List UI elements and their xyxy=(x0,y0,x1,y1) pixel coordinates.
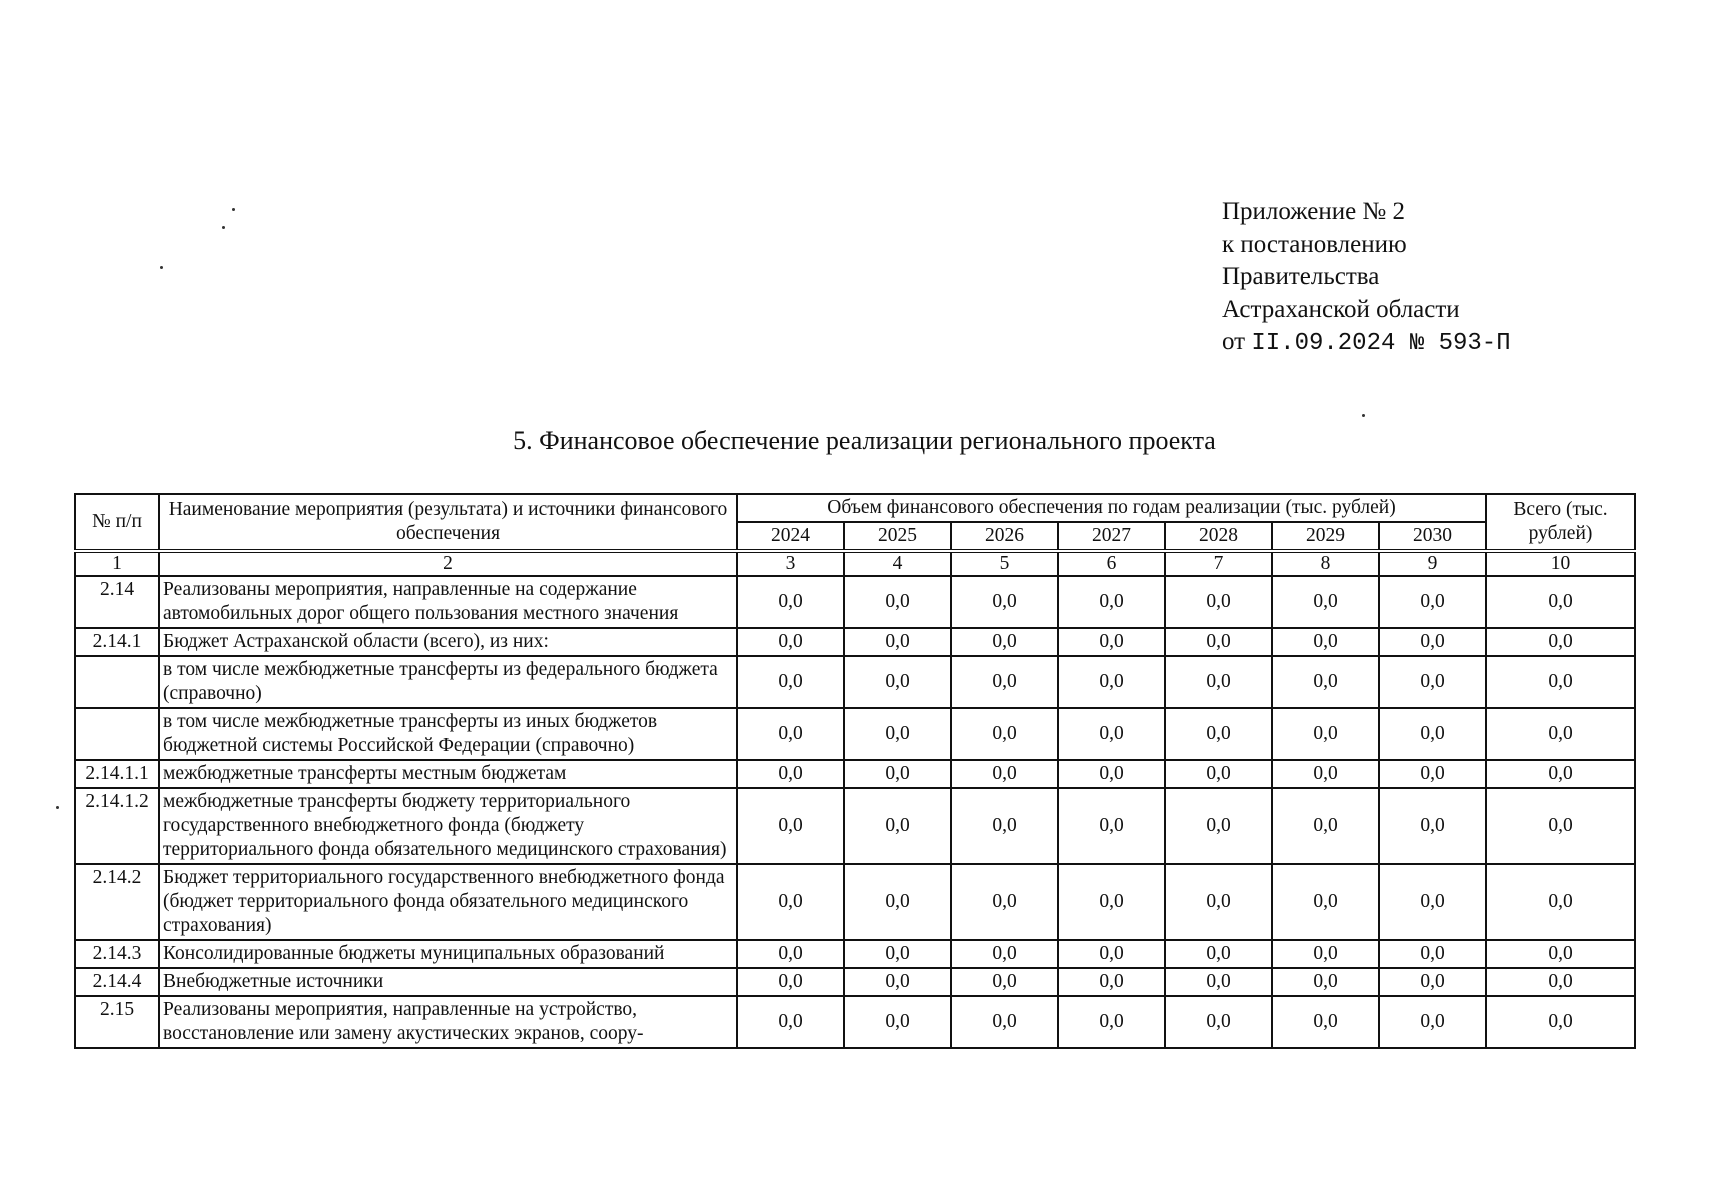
table-row xyxy=(75,576,1635,628)
scan-speck xyxy=(222,226,225,229)
column-number: 1 xyxy=(75,551,159,576)
row-year-value: 0,0 xyxy=(737,968,844,996)
scan-speck xyxy=(1362,414,1365,417)
row-year-value: 0,0 xyxy=(844,760,951,788)
scan-speck xyxy=(232,208,235,211)
row-number: 2.14.4 xyxy=(75,968,159,996)
header-num: № п/п xyxy=(75,494,159,551)
row-year-value: 0,0 xyxy=(1058,576,1165,628)
row-year-value: 0,0 xyxy=(737,708,844,760)
row-year-value: 0,0 xyxy=(1165,656,1272,708)
row-year-value: 0,0 xyxy=(1379,576,1486,628)
header-year: 2027 xyxy=(1058,522,1165,551)
header-year: 2025 xyxy=(844,522,951,551)
row-total-value: 0,0 xyxy=(1486,864,1635,940)
row-year-value: 0,0 xyxy=(1379,968,1486,996)
row-year-value: 0,0 xyxy=(1272,864,1379,940)
row-year-value: 0,0 xyxy=(1165,576,1272,628)
header-year: 2026 xyxy=(951,522,1058,551)
header-year: 2029 xyxy=(1272,522,1379,551)
row-year-value: 0,0 xyxy=(1272,628,1379,656)
row-year-value: 0,0 xyxy=(1058,628,1165,656)
row-number: 2.14.3 xyxy=(75,940,159,968)
row-year-value: 0,0 xyxy=(844,864,951,940)
row-year-value: 0,0 xyxy=(844,788,951,864)
financing-table xyxy=(74,493,1636,1049)
row-name: Внебюджетные источники xyxy=(159,968,737,996)
row-total-value: 0,0 xyxy=(1486,628,1635,656)
table-row xyxy=(75,940,1635,968)
appendix-date-prefix: от xyxy=(1222,328,1246,355)
row-year-value: 0,0 xyxy=(1058,760,1165,788)
row-name: Бюджет территориального государственного внебюджетного фонда (бюджет территориального фонда обязательного медицинского страхования) xyxy=(159,864,737,940)
row-number: 2.14.1 xyxy=(75,628,159,656)
row-year-value: 0,0 xyxy=(1379,760,1486,788)
row-year-value: 0,0 xyxy=(1379,864,1486,940)
row-year-value: 0,0 xyxy=(951,864,1058,940)
row-year-value: 0,0 xyxy=(844,708,951,760)
table-row xyxy=(75,788,1635,864)
table-row xyxy=(75,760,1635,788)
row-total-value: 0,0 xyxy=(1486,940,1635,968)
row-number: 2.14 xyxy=(75,576,159,628)
row-year-value: 0,0 xyxy=(1058,788,1165,864)
row-year-value: 0,0 xyxy=(1165,940,1272,968)
row-total-value: 0,0 xyxy=(1486,656,1635,708)
row-year-value: 0,0 xyxy=(844,996,951,1048)
appendix-line: к постановлению xyxy=(1222,230,1407,258)
header-volume: Объем финансового обеспечения по годам реализации (тыс. рублей) xyxy=(737,494,1486,522)
table-row xyxy=(75,628,1635,656)
column-number: 4 xyxy=(844,551,951,576)
row-total-value: 0,0 xyxy=(1486,708,1635,760)
column-number-row xyxy=(75,551,1635,576)
row-year-value: 0,0 xyxy=(1272,656,1379,708)
row-year-value: 0,0 xyxy=(951,996,1058,1048)
scan-speck xyxy=(160,266,163,269)
row-year-value: 0,0 xyxy=(1058,996,1165,1048)
row-year-value: 0,0 xyxy=(951,968,1058,996)
row-name: в том числе межбюджетные трансферты из иных бюджетов бюджетной системы Российской Федерации (справочно) xyxy=(159,708,737,760)
row-year-value: 0,0 xyxy=(844,940,951,968)
row-year-value: 0,0 xyxy=(1272,996,1379,1048)
table-row xyxy=(75,864,1635,940)
appendix-line: Астраханской области xyxy=(1222,295,1460,323)
row-year-value: 0,0 xyxy=(1272,940,1379,968)
row-year-value: 0,0 xyxy=(1379,996,1486,1048)
row-year-value: 0,0 xyxy=(951,708,1058,760)
row-year-value: 0,0 xyxy=(737,864,844,940)
row-year-value: 0,0 xyxy=(844,576,951,628)
row-total-value: 0,0 xyxy=(1486,968,1635,996)
table-row xyxy=(75,996,1635,1048)
row-number xyxy=(75,656,159,708)
row-year-value: 0,0 xyxy=(1272,576,1379,628)
row-year-value: 0,0 xyxy=(737,996,844,1048)
column-number: 9 xyxy=(1379,551,1486,576)
appendix-date-line xyxy=(1222,326,1511,361)
row-name: Консолидированные бюджеты муниципальных образований xyxy=(159,940,737,968)
row-year-value: 0,0 xyxy=(844,628,951,656)
row-year-value: 0,0 xyxy=(737,628,844,656)
row-number: 2.14.1.2 xyxy=(75,788,159,864)
row-year-value: 0,0 xyxy=(1165,788,1272,864)
row-year-value: 0,0 xyxy=(1379,940,1486,968)
scan-speck xyxy=(56,806,59,809)
column-number: 3 xyxy=(737,551,844,576)
row-name: межбюджетные трансферты бюджету территориального государственного внебюджетного фонда (бюджету территориального фонда обязательного медицинского страхования) xyxy=(159,788,737,864)
appendix-date-stamp: II.09.2024 № 593-П xyxy=(1251,330,1511,357)
row-name: Бюджет Астраханской области (всего), из них: xyxy=(159,628,737,656)
row-year-value: 0,0 xyxy=(951,576,1058,628)
row-total-value: 0,0 xyxy=(1486,760,1635,788)
row-year-value: 0,0 xyxy=(844,968,951,996)
row-year-value: 0,0 xyxy=(1165,708,1272,760)
row-year-value: 0,0 xyxy=(737,940,844,968)
row-number: 2.14.2 xyxy=(75,864,159,940)
row-year-value: 0,0 xyxy=(737,760,844,788)
row-year-value: 0,0 xyxy=(1165,760,1272,788)
row-year-value: 0,0 xyxy=(1058,940,1165,968)
header-total: Всего (тыс. рублей) xyxy=(1486,494,1635,551)
row-number: 2.14.1.1 xyxy=(75,760,159,788)
column-number: 6 xyxy=(1058,551,1165,576)
section-title: 5. Финансовое обеспечение реализации регионального проекта xyxy=(513,426,1216,455)
row-year-value: 0,0 xyxy=(951,788,1058,864)
appendix-block xyxy=(1222,196,1511,361)
row-year-value: 0,0 xyxy=(1272,968,1379,996)
row-year-value: 0,0 xyxy=(951,628,1058,656)
row-number: 2.15 xyxy=(75,996,159,1048)
row-year-value: 0,0 xyxy=(1058,968,1165,996)
row-year-value: 0,0 xyxy=(844,656,951,708)
row-year-value: 0,0 xyxy=(1165,996,1272,1048)
row-year-value: 0,0 xyxy=(1379,788,1486,864)
row-number xyxy=(75,708,159,760)
header-name: Наименование мероприятия (результата) и источники финансового обеспечения xyxy=(159,494,737,551)
row-year-value: 0,0 xyxy=(1272,788,1379,864)
table-row xyxy=(75,656,1635,708)
row-year-value: 0,0 xyxy=(951,940,1058,968)
appendix-line: Приложение № 2 xyxy=(1222,198,1406,225)
row-year-value: 0,0 xyxy=(737,576,844,628)
row-year-value: 0,0 xyxy=(1165,968,1272,996)
row-year-value: 0,0 xyxy=(1379,628,1486,656)
row-year-value: 0,0 xyxy=(1272,760,1379,788)
row-year-value: 0,0 xyxy=(737,656,844,708)
column-number: 2 xyxy=(159,551,737,576)
row-name: межбюджетные трансферты местным бюджетам xyxy=(159,760,737,788)
header-year: 2028 xyxy=(1165,522,1272,551)
row-year-value: 0,0 xyxy=(951,656,1058,708)
row-name: в том числе межбюджетные трансферты из федерального бюджета (справочно) xyxy=(159,656,737,708)
row-year-value: 0,0 xyxy=(1058,656,1165,708)
row-year-value: 0,0 xyxy=(1272,708,1379,760)
header-year: 2030 xyxy=(1379,522,1486,551)
row-total-value: 0,0 xyxy=(1486,576,1635,628)
row-year-value: 0,0 xyxy=(1058,708,1165,760)
row-year-value: 0,0 xyxy=(1379,708,1486,760)
row-year-value: 0,0 xyxy=(1165,864,1272,940)
row-year-value: 0,0 xyxy=(1165,628,1272,656)
header-year: 2024 xyxy=(737,522,844,551)
column-number: 10 xyxy=(1486,551,1635,576)
column-number: 7 xyxy=(1165,551,1272,576)
row-year-value: 0,0 xyxy=(1058,864,1165,940)
column-number: 5 xyxy=(951,551,1058,576)
row-year-value: 0,0 xyxy=(1379,656,1486,708)
table-row xyxy=(75,968,1635,996)
row-total-value: 0,0 xyxy=(1486,788,1635,864)
row-year-value: 0,0 xyxy=(737,788,844,864)
row-total-value: 0,0 xyxy=(1486,996,1635,1048)
row-name: Реализованы мероприятия, направленные на устройство, восстановление или замену акустических экранов, соору- xyxy=(159,996,737,1048)
column-number: 8 xyxy=(1272,551,1379,576)
table-row xyxy=(75,708,1635,760)
appendix-line: Правительства xyxy=(1222,263,1380,290)
row-year-value: 0,0 xyxy=(951,760,1058,788)
row-name: Реализованы мероприятия, направленные на содержание автомобильных дорог общего пользования местного значения xyxy=(159,576,737,628)
